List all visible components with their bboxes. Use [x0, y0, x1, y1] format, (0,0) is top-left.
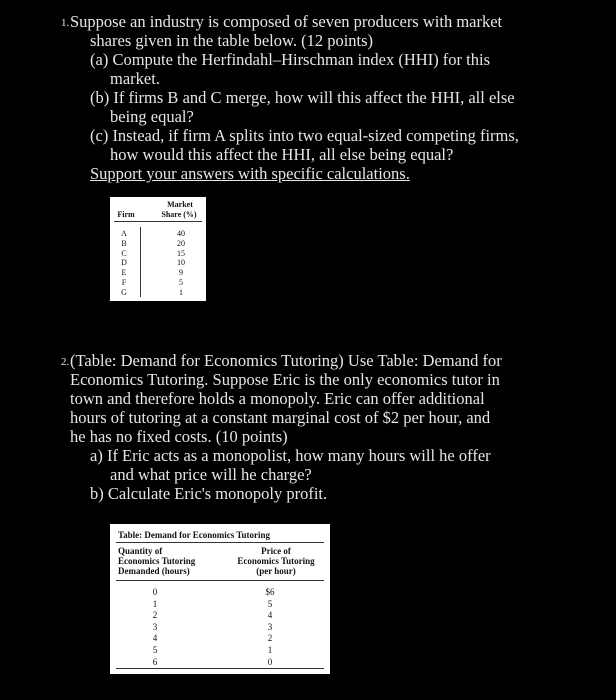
share-cell: 20	[177, 238, 185, 248]
firm-cell: C	[121, 248, 127, 258]
header-price	[230, 546, 322, 576]
header-price-line: Price of	[261, 546, 291, 556]
question-1a-line-1: (a) Compute the Herfindahl–Hirschman index (HHI) for this	[90, 50, 491, 69]
share-cell: 1	[179, 287, 183, 297]
table-rule	[116, 542, 324, 543]
share-cell: 15	[177, 248, 185, 258]
question-1a	[70, 50, 600, 88]
question-2-number: 2.	[61, 356, 70, 368]
question-1-line-1: Suppose an industry is composed of seven producers with market	[70, 12, 503, 31]
question-1b	[70, 88, 600, 126]
share-cell: 9	[179, 268, 183, 278]
quantity-cell: 6	[152, 656, 158, 667]
firm-cell: A	[121, 229, 127, 238]
question-1c-line-1: (c) Instead, if firm A splits into two equal-sized competing firms,	[90, 126, 519, 145]
table-title: Table: Demand for Economics Tutoring	[118, 530, 271, 540]
price-cell: 5	[267, 598, 273, 609]
header-price-line: Economics Tutoring	[237, 556, 315, 566]
share-cell: 40	[177, 229, 185, 238]
share-column	[170, 229, 192, 298]
question-1b-line-2: being equal?	[110, 107, 194, 126]
firm-cell: F	[121, 277, 127, 287]
header-market: Market	[167, 200, 193, 209]
question-1-line-2: shares given in the table below. (12 points)	[90, 31, 374, 50]
question-1c	[70, 126, 600, 164]
header-share: Share (%)	[161, 210, 197, 219]
header-quantity	[118, 546, 195, 576]
question-2	[61, 351, 600, 503]
header-quantity-line: Economics Tutoring	[118, 556, 196, 566]
question-1b-line-1: (b) If firms B and C merge, how will this affect the HHI, all else	[90, 88, 515, 107]
question-2-line-4: hours of tutoring at a constant marginal cost of $2 per hour, and	[70, 408, 491, 427]
price-cell: $6	[265, 587, 275, 597]
table-rule	[114, 221, 202, 222]
price-cell: 1	[267, 644, 273, 655]
question-1a-line-2: market.	[110, 69, 160, 88]
question-2a	[70, 446, 600, 484]
quantity-cell: 3	[152, 621, 158, 632]
market-share-table	[110, 197, 206, 301]
header-quantity-line: Quantity of	[118, 546, 163, 556]
table-rule	[116, 668, 324, 669]
header-price-line: (per hour)	[256, 566, 296, 576]
question-2-line-5: he has no fixed costs. (10 points)	[70, 427, 288, 446]
question-2a-line-1: a) If Eric acts as a monopolist, how many hours will he offer	[90, 446, 491, 465]
question-1c-line-2: how would this affect the HHI, all else being equal?	[110, 145, 454, 164]
price-cell: 2	[267, 633, 273, 644]
firm-cell: B	[121, 238, 127, 248]
question-2-line-1: (Table: Demand for Economics Tutoring) Use Table: Demand for	[70, 351, 502, 370]
quantity-cell: 4	[152, 633, 158, 644]
firm-cell: G	[121, 287, 127, 297]
firm-cell: D	[121, 258, 127, 268]
price-cell: 4	[267, 610, 273, 621]
tutoring-demand-table	[110, 524, 330, 674]
price-cell: 3	[267, 621, 273, 632]
table-column-divider	[140, 227, 141, 297]
question-1-number: 1.	[61, 17, 70, 29]
firm-column	[118, 229, 130, 298]
question-2b: b) Calculate Eric's monopoly profit.	[90, 484, 328, 503]
firm-cell: E	[121, 268, 127, 278]
quantity-column	[140, 587, 170, 668]
price-column	[255, 587, 285, 668]
question-2-line-3: town and therefore holds a monopoly. Eric can offer additional	[70, 389, 485, 408]
quantity-cell: 2	[152, 610, 158, 621]
table-rule	[116, 580, 324, 581]
quantity-cell: 0	[152, 587, 158, 597]
quantity-cell: 5	[152, 644, 158, 655]
header-quantity-line: Demanded (hours)	[118, 566, 190, 576]
quantity-cell: 1	[152, 598, 158, 609]
question-2a-line-2: and what price will he charge?	[110, 465, 312, 484]
price-cell: 0	[267, 656, 273, 667]
question-2-line-2: Economics Tutoring. Suppose Eric is the only economics tutor in	[70, 370, 500, 389]
share-cell: 5	[179, 277, 183, 287]
question-1	[61, 12, 600, 183]
header-firm: Firm	[117, 210, 135, 219]
question-1-support-note: Support your answers with specific calculations.	[90, 164, 410, 183]
share-cell: 10	[177, 258, 185, 268]
